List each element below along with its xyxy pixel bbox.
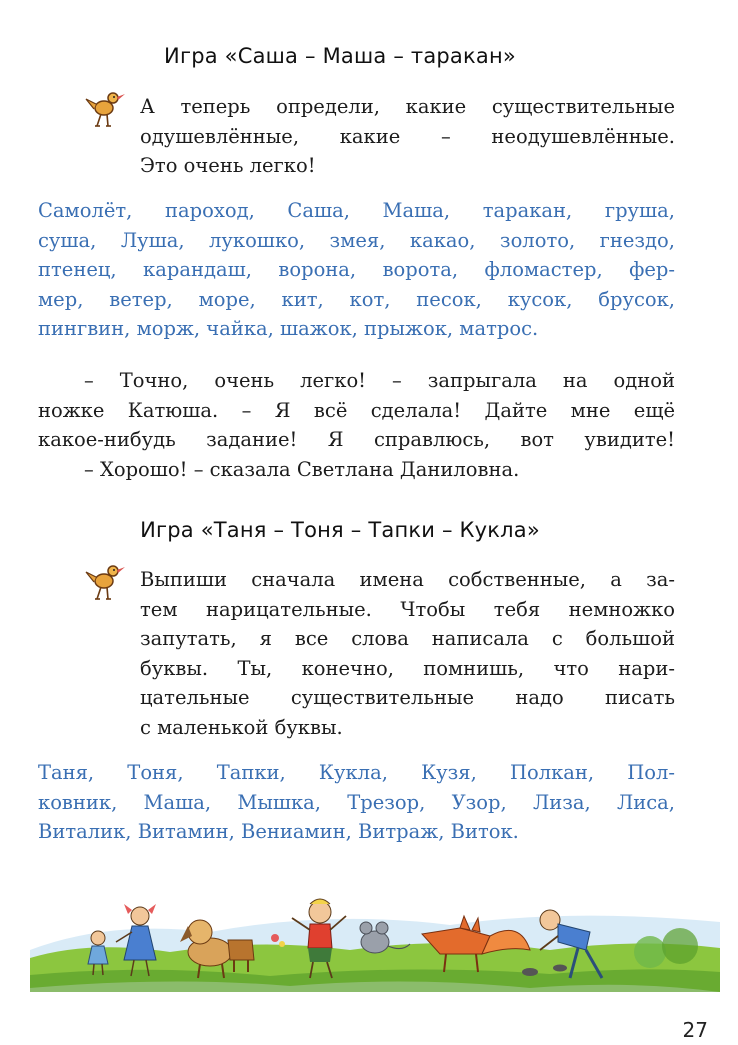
bird-pencil-icon (80, 84, 128, 132)
word-line: Таня, Тоня, Тапки, Кукла, Кузя, Полкан, Пол- (38, 761, 675, 784)
instruction-line: буквы. Ты, конечно, помнишь, что нари- (140, 656, 675, 680)
word-line: суша, Луша, лукошко, змея, какао, золото, гнездо, (38, 228, 675, 252)
word-line: мер, ветер, море, кит, кот, песок, кусок, брусок, (38, 287, 675, 311)
dialogue-line: – Точно, очень легко! – запрыгала на одной (84, 369, 675, 392)
instruction-line: с маленькой буквы. (140, 715, 343, 739)
instruction-line: одушевлённые, какие – неодушевлённые. (140, 124, 675, 148)
game2-instruction (140, 565, 675, 742)
instruction-line: запутать, я все слова написала с большой (140, 627, 675, 650)
word-line: ковник, Маша, Мышка, Трезор, Узор, Лиза, Лиса, (38, 790, 675, 814)
dialogue-line: ножке Катюша. – Я всё сделала! Дайте мне ещё (38, 398, 675, 422)
game1-word-list (38, 196, 675, 344)
bird-pencil-icon (80, 557, 128, 605)
instruction-line: А теперь определи, какие существительные (140, 95, 675, 118)
instruction-line: цательные существительные надо писать (140, 686, 675, 709)
game1-instruction (140, 92, 675, 181)
word-line: птенец, карандаш, ворона, ворота, фломастер, фер- (38, 258, 675, 281)
dialogue (38, 366, 675, 484)
instruction-line: Выпиши сначала имена собственные, а за- (140, 568, 675, 591)
game2-word-list (38, 758, 675, 847)
dialogue-line: какое-нибудь задание! Я справлюсь, вот увидите! (38, 428, 675, 451)
instruction-line: тем нарицательные. Чтобы тебя немножко (140, 597, 675, 621)
word-line: пингвин, морж, чайка, шажок, прыжок, матрос. (38, 317, 539, 340)
game1-title: Игра «Саша – Маша – таракан» (164, 44, 516, 68)
children-animals-meadow-illustration (30, 880, 720, 995)
page-number: 27 (682, 1018, 708, 1042)
word-line: Виталик, Витамин, Вениамин, Витраж, Виток. (38, 820, 519, 843)
word-line: Самолёт, пароход, Саша, Маша, таракан, груша, (38, 199, 675, 222)
game2-title: Игра «Таня – Тоня – Тапки – Кукла» (140, 518, 540, 542)
instruction-line: Это очень легко! (140, 154, 316, 177)
dialogue-line: – Хорошо! – сказала Светлана Даниловна. (84, 457, 520, 481)
